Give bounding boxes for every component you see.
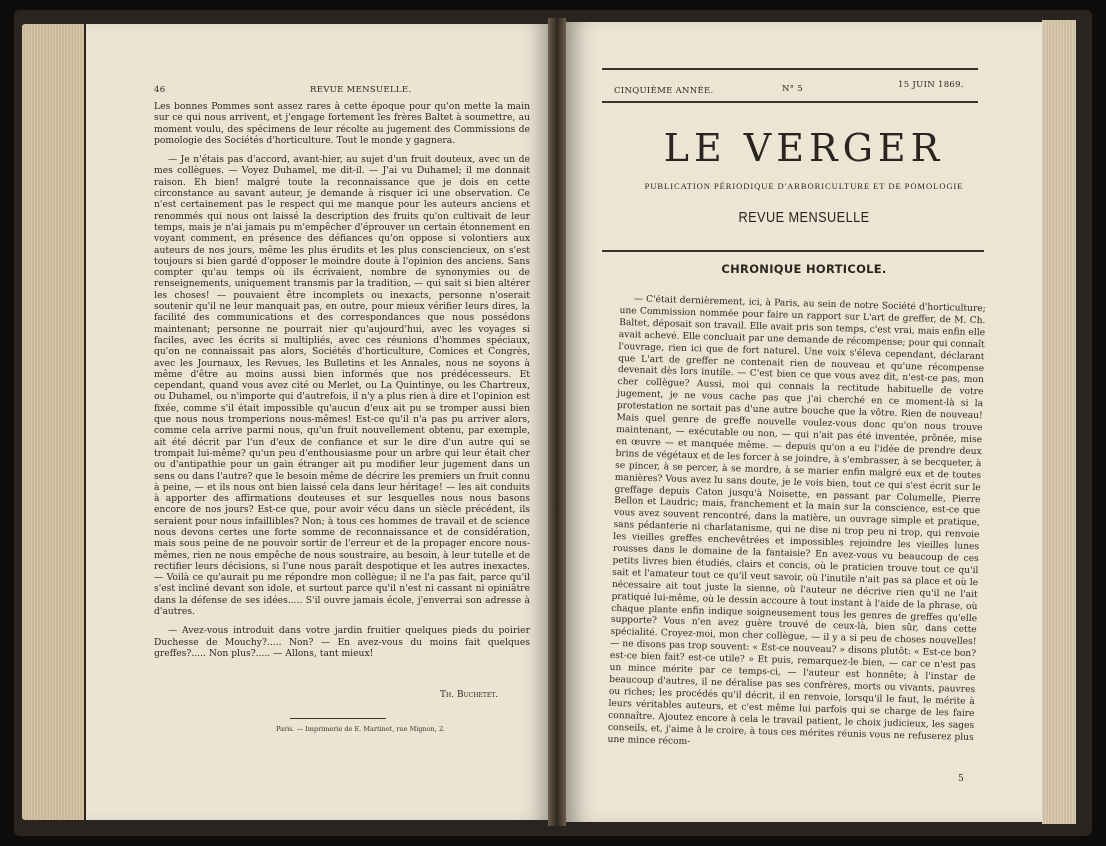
book-gutter: [548, 18, 566, 826]
page-edges-right: [1042, 20, 1076, 824]
right-page-body: [607, 294, 985, 756]
imprint-rule: [290, 718, 386, 719]
journal-revue: REVUE MENSUELLE: [738, 209, 870, 226]
right-page-number: 5: [958, 774, 964, 784]
journal-title: LE VERGER: [663, 126, 945, 170]
issue-number: N° 5: [782, 84, 803, 94]
page-edges-left: [22, 24, 84, 820]
printer-imprint: Paris. — Imprimerie de E. Martinet, rue Mignon, 2.: [276, 725, 446, 733]
author-signature: Th. Buchetet.: [440, 690, 499, 700]
masthead-rule: [602, 250, 984, 252]
left-paragraph-1: Les bonnes Pommes sont assez rares à cette époque pour qu'on mette la main sur ce qui nous arrivent, et j'engage fortement les frères Baltet à soumettre, au moment voulu, des spécimens de leur récolte au jugement des Commissions de pomologie des Sociétés d'horticulture. Tout le monde y gagnera.: [154, 101, 530, 146]
left-paragraph-2: — Je n'étais pas d'accord, avant-hier, au sujet d'un fruit douteux, avec un de mes collègues. — Voyez Duhamel, me dit-il. — J'ai vu Duhamel; il me donnait raison. Eh bien! malgré toute la reconnaissance que je dois en cette circonstance au savant auteur, je demande à risquer ici une observation. Ce n'est certainement pas le respect qui me manque pour les auteurs anciens et renommés qui nous ont laissé la description des fruits qu'on cultivait de leur temps, mais je n'ai jamais pu m'empêcher d'éprouver un certain étonnement en voyant comment, en présence des défiances qu'on oppose si volontiers aux auteurs de nos jours, même les plus érudits et les plus consciencieux, on s'est toujours si bien gardé d'opposer le moindre doute à l'opinion des anciens. Sans compter qu'au temps où ils écrivaient, nombre de synonymies ou de renseignements, uniquement transmis par la tradition, — qui sait si bien altérer les choses! — pouvaient être incomplets ou inexacts, personne n'oserait soutenir qu'il ne leur manquait pas, en outre, pour mieux vérifier leurs dires, la facilité des communications et des correspondances que nous possédons maintenant; personne ne pourrait nier qu'aujourd'hui, avec les voyages si faciles, avec les écrits si multipliés, avec ces réunions d'hommes spéciaux, qu'on ne connaissait pas alors, Sociétés d'horticulture, Comices et Congrès, avec les Journaux, les Revues, les Bulletins et les Annales, nous ne soyons à même d'être au moins aussi bien informés que nos prédécesseurs. Et cependant, quand vous avez cité ou Merlet, ou La Quintinye, ou les Chartreux, ou Duhamel, ou n'importe qui d'autrefois, il n'y a plus rien à dire et l'opinion est fixée, comme s'il était impossible qu'aucun d'eux ait pu se tromper aussi bien que nous nous tromperions nous-mêmes! Est-ce qu'il n'a pas pu arriver alors, comme cela arrive parmi nous, qu'un fruit nouvellement obtenu, par exemple, ait été décrit par l'un d'eux de confiance et sur le dire d'un autre qui se trompait lui-même? qu'un peu d'enthousiasme pour un arbre qui leur était cher ou d'antipathie pour un gain étranger ait pu modifier leur jugement dans un sens ou dans l'autre? que le besoin même de décrire les premiers un fruit connu à peine, — et ils nous ont bien laissé cela dans leur héritage! — les ait conduits à apporter des affirmations douteuses et sur lesquelles nous nous basons encore de nos jours? Est-ce que, pour avoir vécu dans un siècle précédent, ils seraient pour nous infaillibles? Non; à tous ces hommes de travail et de science nous devons certes une forte somme de reconnaissance et de considération, mais sous peine de ne pouvoir sortir de l'erreur et de la propager encore nous-mêmes, rien ne nous empêche de nous soustraire, au besoin, à leur tutelle et de rectifier leurs décisions, si l'une nous paraît despotique et les autres inexactes. — Voilà ce qu'aurait pu me répondre mon collègue; il ne l'a pas fait, parce qu'il s'est incliné devant son idole, et surtout parce qu'il n'est ni cassant ni opiniâtre dans la défense de ses idées..... S'il ouvre jamais école, j'enverrai son adresse à d'autres.: [154, 154, 530, 618]
left-page-body: [154, 101, 530, 659]
journal-subtitle: PUBLICATION PÉRIODIQUE D'ARBORICULTURE ET DE POMOLOGIE: [644, 181, 964, 191]
left-paragraph-3: — Avez-vous introduit dans votre jardin fruitier quelques pieds du poirier Duchesse de Mouchy?..... Non? — En avez-vous du moins fait quelques greffes?..... Non plus?..... — Allons, tant mieux!: [154, 625, 530, 659]
section-heading: CHRONIQUE HORTICOLE.: [721, 262, 887, 276]
issue-date: 15 JUIN 1869.: [898, 80, 964, 90]
issue-year: CINQUIÈME ANNÉE.: [614, 86, 714, 96]
header-rule-bottom: [602, 101, 978, 103]
header-rule-top: [602, 68, 978, 70]
left-running-title: REVUE MENSUELLE.: [310, 85, 412, 95]
chronique-paragraph: — C'était dernièrement, ici, à Paris, au sein de notre Société d'horticulture; une Commission nommée pour faire un rapport sur L'art de greffer, de M. Ch. Baltet, déposait son travail. Elle avait pris son temps, c'est vrai, mais enfin elle avait achevé. Elle concluait par une demande de récompense; pour qui connaît l'ouvrage, rien ici que de fort naturel. Une voix s'éleva cependant, déclarant que L'art de greffer ne contenait rien de nouveau et qu'une récompense devenait dès lors inutile. — C'est bien ce que vous avez dit, n'est-ce pas, mon cher collègue? Aussi, moi qui connais la rectitude habituelle de votre jugement, je ne vous cache pas que j'ai cherché en ce moment-là si la protestation ne sortait pas d'une autre bouche que la vôtre. Rien de nouveau! Mais quel genre de greffe nouvelle voulez-vous donc qu'on nous trouve maintenant, — exécutable ou non, — qui n'ait pas été inventée, prônée, mise en œuvre — et manquée même. — depuis qu'on a eu l'idée de prendre deux brins de végétaux et de les forcer à se joindre, à s'embrasser, à se becqueter, à se pincer, à se percer, à se mordre, à se marier enfin malgré eux et de toutes manières? Vous avez lu sans doute, je le vois bien, tout ce qui s'est écrit sur le greffage depuis Caton jusqu'à Noisette, en passant par Columelle, Pierre Bellon et Laudric; mais, franchement et la main sur la conscience, est-ce que vous avez souvent rencontré, dans la matière, un ouvrage simple et pratique, sans pédanterie ni charlatanisme, qui ne dise ni trop peu ni trop, qui renvoie les vieilles greffes enchevêtrées et impossibles rejoindre les vieilles lunes rousses dans le domaine de la fantaisie? En avez-vous vu beaucoup de ces petits livres bien étudiés, clairs et concis, où le praticien trouve tout ce qu'il sait et l'amateur tout ce qu'il veut savoir, où l'inutile n'ait pas sa place et où le nécessaire ait tout juste la sienne, où l'auteur ne décrive rien qu'il ne l'ait pratiqué lui-même, où le dessin accoure à tout instant à l'aide de la phrase, où chaque plante enfin indique soigneusement tous les genres de greffes qu'elle supporte? Vous n'en avez guère trouvé de ceux-là, bien sûr, dans cette spécialité. Croyez-moi, mon cher collègue, — il y a si peu de choses nouvelles! — ne disons pas trop souvent: « Est-ce nouveau? » disons plutôt: « Est-ce bon? est-ce bien fait? est-ce utile? » Et puis, remarquez-le bien, — car ce n'est pas un mince mérite par ce temps-ci, — l'auteur est honnête; à l'instar de beaucoup d'autres, il ne déralise pas ses confrères, morts ou vivants, pauvres ou riches; les procédés qu'il décrit, il en renvoie, lorsqu'il le faut, le mérite à leurs véritables auteurs, et c'est même lui parfois qui se charge de les faire connaître. Ajoutez encore à cela le travail patient, le choix judicieux, les sages conseils, et, j'aime à le croire, à tous ces mérites réunis vous ne refuserez plus une mince récom-: [607, 294, 986, 747]
left-page-number: 46: [154, 85, 166, 95]
